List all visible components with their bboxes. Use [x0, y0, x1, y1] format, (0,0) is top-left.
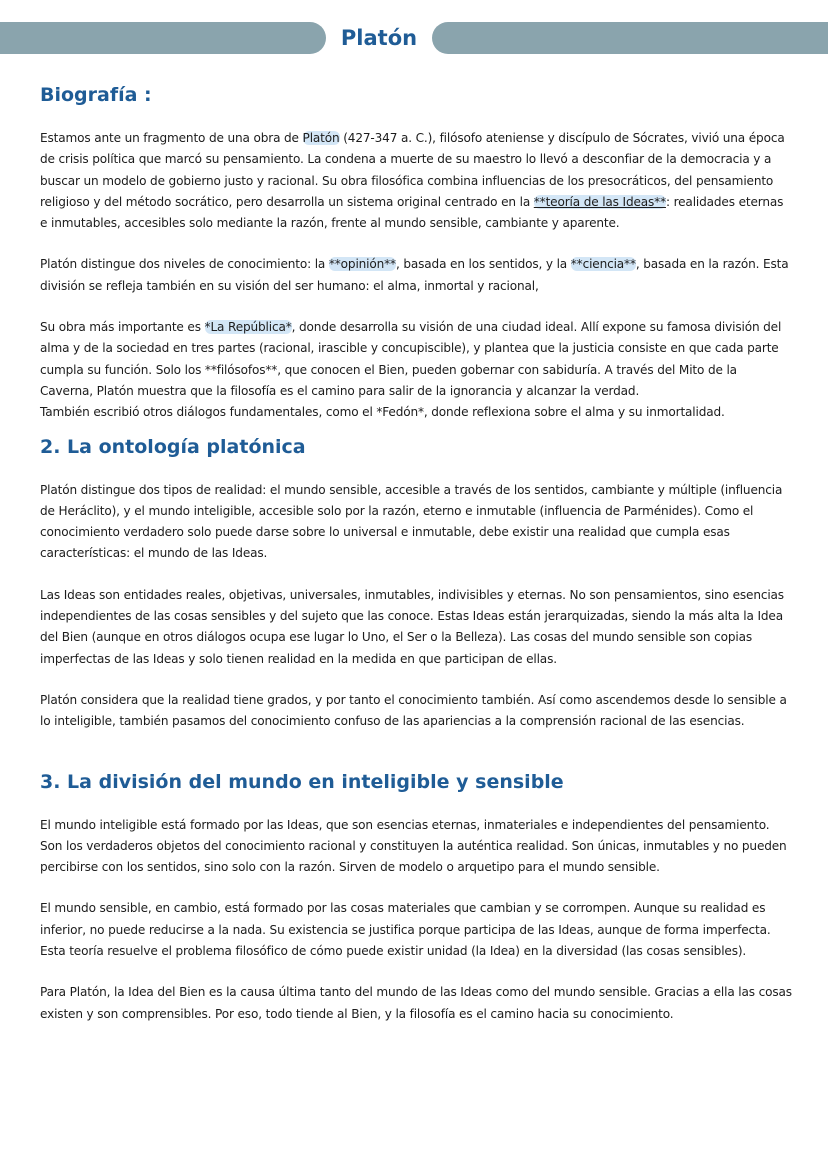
- highlight-la-republica: *La República*: [204, 320, 292, 335]
- text-run: , basada en los sentidos, y la: [395, 257, 571, 272]
- ontology-paragraph-3: Platón considera que la realidad tiene grados, y por tanto el conocimiento también. Así como ascendemos desde lo sensible a lo inteligible, también pasamos del conocimiento confuso de las apariencias a la comprensión racional de las esencias.: [40, 692, 787, 729]
- highlight-plato: Platón: [302, 131, 340, 145]
- text-run: , donde desarrolla su visión de una ciudad ideal. Allí expone su famosa división del alma y de la sociedad en tres partes (racional, irascible y concupiscible), y plantea que la justicia consiste en que cada parte cumpla su función. Solo los **filósofos**, que conocen el Bien, pueden gobernar con sabiduría. A través del Mito de la Caverna, Platón muestra que la filosofía es el camino para salir de la ignorancia y alcanzar la verdad.: [40, 320, 782, 398]
- biography-paragraph-3: [40, 317, 792, 423]
- document-body: [40, 70, 792, 1025]
- text-run: Platón distingue dos niveles de conocimiento: la: [40, 257, 329, 272]
- highlight-ciencia: **ciencia**: [570, 257, 636, 272]
- text-run: También escribió otros diálogos fundamentales, como el *Fedón*, donde reflexiona sobre el alma y su inmortalidad.: [40, 405, 725, 420]
- ontology-paragraph-2: Las Ideas son entidades reales, objetivas, universales, inmutables, indivisibles y eternas. No son pensamientos, sino esencias independientes de las cosas sensibles y del sujeto que las conoce. Estas Ideas están jerarquizadas, siendo la más alta la Idea del Bien (aunque en otros diálogos ocupa ese lugar lo Uno, el Ser o la Belleza). Las cosas del mundo sensible son copias imperfectas de las Ideas y solo tienen realidad en la medida en que participan de ellas.: [40, 587, 784, 666]
- highlight-theory-of-ideas: **teoría de las Ideas**: [533, 194, 666, 209]
- division-paragraph-2: El mundo sensible, en cambio, está formado por las cosas materiales que cambian y se corrompen. Aunque su realidad es inferior, no puede reducirse a la nada. Su existencia se justifica porque participa de las Ideas, aunque de forma imperfecta. Esta teoría resuelve el problema filosófico de cómo puede existir unidad (la Idea) en la diversidad (las cosas sensibles).: [40, 901, 771, 959]
- ontology-heading: 2. La ontología platónica: [40, 435, 306, 458]
- highlight-opinion: **opinión**: [328, 257, 396, 272]
- text-run: , basada en la razón. Esta división se refleja también en su visión del ser humano: el alma, inmortal y racional,: [40, 257, 789, 293]
- division-paragraph-1: El mundo inteligible está formado por las Ideas, que son esencias eternas, inmateriales e independientes del pensamiento. Son los verdaderos objetos del conocimiento racional y constituyen la auténtica realidad. Son únicas, inmutables y no pueden percibirse con los sentidos, sino solo con la razón. Sirven de modelo o arquetipo para el mundo sensible.: [40, 817, 787, 875]
- text-run: : realidades eternas e inmutables, accesibles solo mediante la razón, frente al mundo sensible, cambiante y aparente.: [40, 194, 784, 231]
- division-heading: 3. La división del mundo en inteligible y sensible: [40, 770, 564, 793]
- division-paragraph-3: Para Platón, la Idea del Bien es la causa última tanto del mundo de las Ideas como del mundo sensible. Gracias a ella las cosas existen y son comprensibles. Por eso, todo tiende al Bien, y la filosofía es el camino hacia su conocimiento.: [40, 985, 792, 1021]
- ontology-paragraph-1: Platón distingue dos tipos de realidad: el mundo sensible, accesible a través de los sentidos, cambiante y múltiple (influencia de Heráclito), y el mundo inteligible, accesible solo por la razón, eterno e inmutable (influencia de Parménides). Como el conocimiento verdadero solo puede darse sobre lo universal e inmutable, debe existir una realidad que cumpla esas características: el mundo de las Ideas.: [40, 482, 783, 561]
- title-banner: [0, 22, 828, 54]
- text-run: (427-347 a. C.), filósofo ateniense y discípulo de Sócrates, vivió una época de crisis política que marcó su pensamiento. La condena a muerte de su maestro lo llevó a desconfiar de la democracia y a buscar un modelo de gobierno justo y racional. Su obra filosófica combina influencias de los presocráticos, del pensamiento religioso y del método socrático, pero desarrolla un sistema original centrado en la: [40, 131, 785, 209]
- biography-heading: Biografía :: [40, 84, 152, 106]
- biography-paragraph-1: [40, 128, 792, 234]
- banner-bar-right: [432, 22, 828, 54]
- text-run: Estamos ante un fragmento de una obra de: [40, 131, 303, 145]
- text-run: Su obra más importante es: [40, 320, 205, 335]
- banner-bar-left: [0, 22, 326, 54]
- biography-paragraph-2: [40, 254, 792, 297]
- page-title: Platón: [340, 26, 418, 50]
